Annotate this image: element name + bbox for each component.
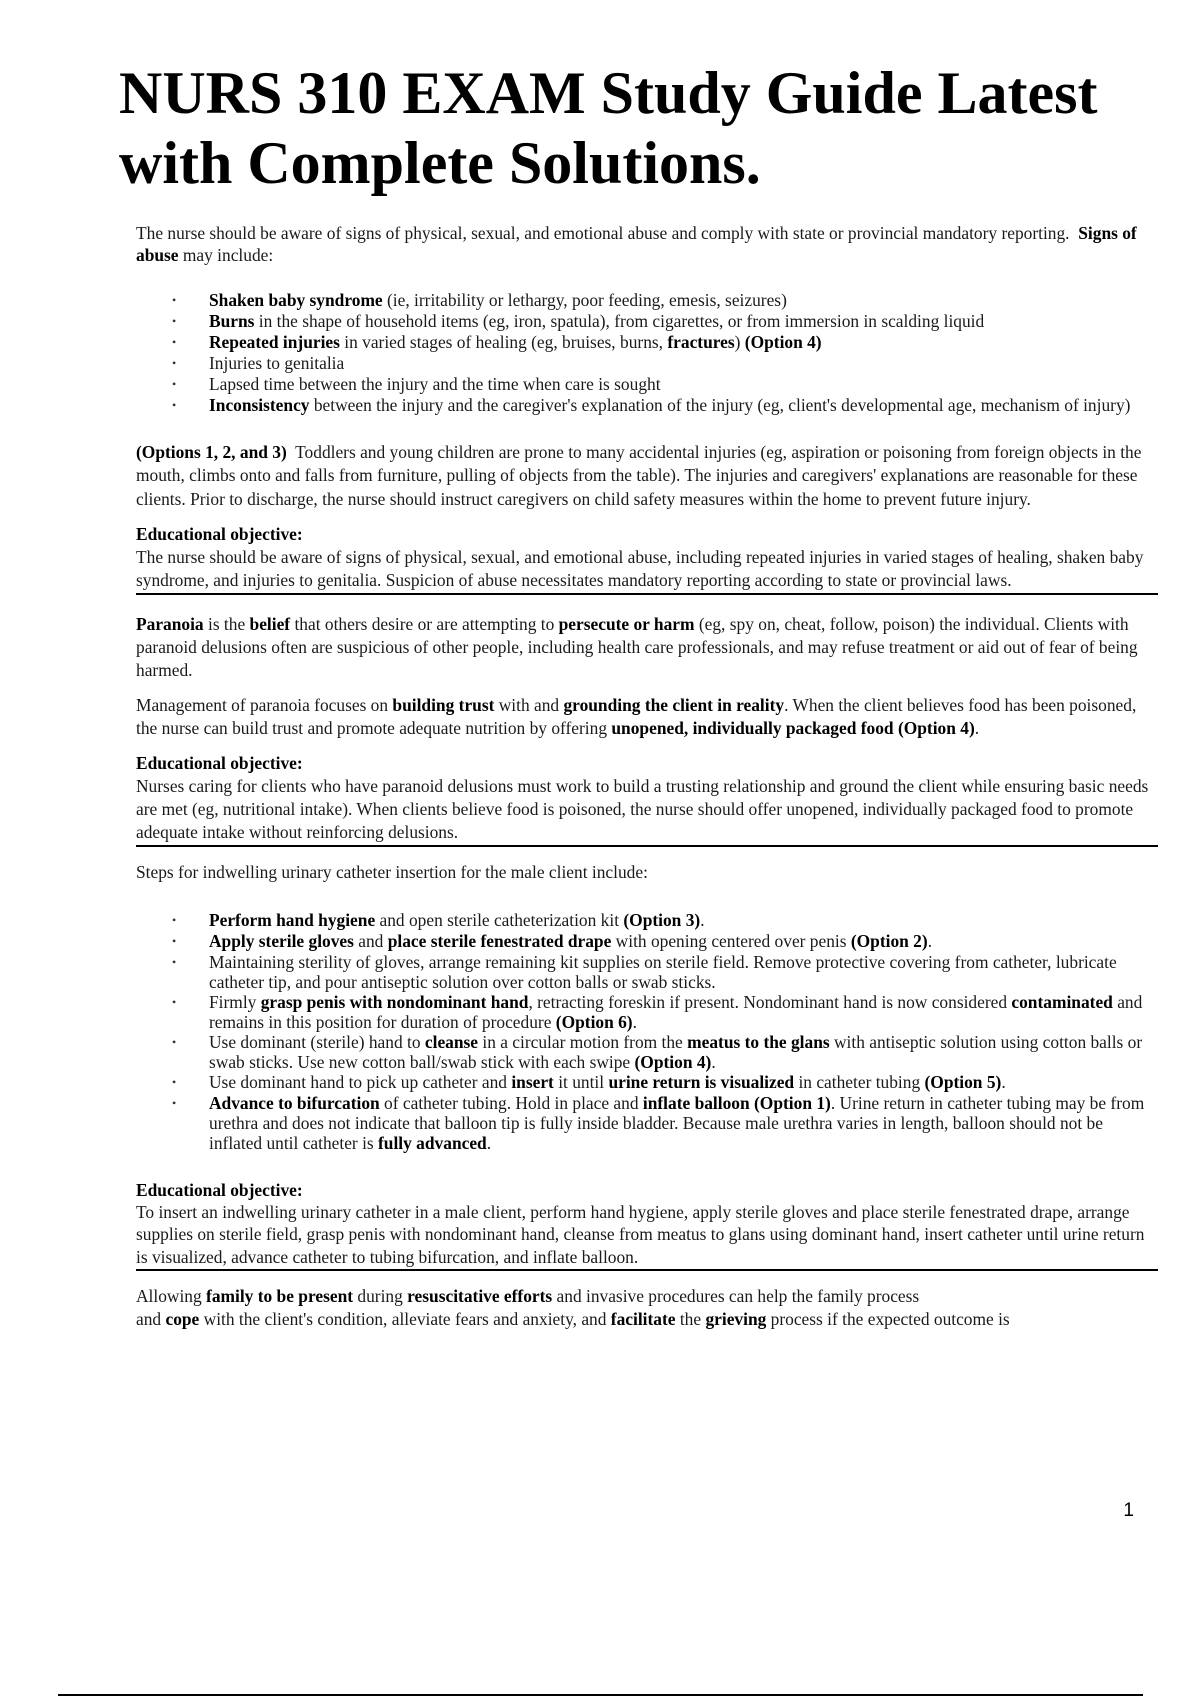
list-item (136, 1072, 1158, 1093)
paranoia-management-paragraph (136, 694, 1158, 740)
bullet-dot-icon: • (172, 1095, 177, 1110)
bullet-dot-icon: • (172, 1074, 177, 1089)
bold-text: fully advanced (378, 1132, 487, 1153)
bold-text: grounding the client in reality (563, 695, 785, 716)
text: Allowing (136, 1286, 207, 1307)
bullet-dot-icon: • (172, 335, 177, 349)
paranoia-paragraph (136, 613, 1158, 682)
text: Maintaining sterility of gloves, arrange remaining kit supplies on sterile field. Remove protective covering from catheter, lubricate catheter tip, and pour antiseptic solution over cotton balls or swab sticks. (209, 951, 1117, 992)
bold-text: urine return is visualized (608, 1071, 795, 1092)
text: and remains in this position for duration of procedure (209, 991, 1143, 1032)
options-paragraph (136, 441, 1158, 511)
text: and open sterile catheterization kit (375, 909, 624, 930)
option-label: (Option 6) (555, 1011, 633, 1032)
list-item (136, 395, 1158, 415)
text: that others desire or are attempting to (290, 614, 559, 635)
section-divider (136, 1269, 1158, 1271)
text: . (700, 909, 705, 930)
bold-text: Perform hand hygiene (209, 909, 376, 930)
option-label: (Option 5) (924, 1071, 1002, 1092)
bullet-dot-icon: • (172, 933, 177, 948)
bold-text: inflate balloon (Option 1) (642, 1092, 831, 1113)
list-item (136, 353, 1158, 374)
bullet-dot-icon: • (172, 377, 177, 391)
text: Use dominant (sterile) hand to (209, 1031, 425, 1052)
bullet-text: in varied stages of healing (eg, bruises, burns, (339, 332, 668, 352)
bullet-text: in the shape of household items (eg, iron, spatula), from cigarettes, or from immersion in scalding liquid (254, 311, 985, 331)
text: with opening centered over penis (611, 930, 851, 951)
list-item (136, 1032, 1158, 1072)
bold-text: contaminated (1011, 991, 1113, 1012)
section-divider (136, 593, 1158, 595)
abuse-intro-text: The nurse should be aware of signs of physical, sexual, and emotional abuse and comply with state or provincial mandatory reporting. (136, 223, 1070, 243)
text: with antiseptic solution using cotton balls or swab sticks. Use new cotton ball/swab stick with each swipe (209, 1031, 1143, 1072)
bullet-text: Injuries to genitalia (209, 353, 345, 373)
objective-text: Nurses caring for clients who have paranoid delusions must work to build a trusting relationship and ground the client while ensuring basic needs are met (eg, nutritional intake). When clients believe food is poisoned, the nurse should offer unopened, individually packaged food to promote adequate intake without reinforcing delusions. (136, 776, 1149, 843)
options-bold: (Options 1, 2, and 3) (136, 442, 287, 462)
family-presence-paragraph (136, 1285, 1158, 1331)
bullet-option: (Option 4) (744, 332, 822, 352)
catheter-steps-list (136, 910, 1158, 1153)
abuse-signs-list (136, 290, 1158, 415)
text: , retracting foreskin if present. Nondominant hand is now considered (528, 991, 1012, 1012)
text: in catheter tubing (794, 1071, 925, 1092)
page-number: 1 (1123, 1500, 1134, 1521)
bullet-bold: fractures (667, 332, 735, 352)
text: and (353, 930, 388, 951)
objective-heading: Educational objective: (136, 524, 303, 545)
page-title: NURS 310 EXAM Study Guide Latest with Complete Solutions. (119, 60, 1098, 196)
bullet-dot-icon: • (172, 912, 177, 927)
bold-text: persecute or harm (558, 614, 695, 635)
text: with and (494, 695, 564, 716)
list-item (136, 1093, 1158, 1153)
paranoia-objective (136, 752, 1158, 844)
bold-text: resuscitative efforts (407, 1286, 553, 1307)
bullet-text: Lapsed time between the injury and the time when care is sought (209, 374, 661, 394)
bullet-dot-icon: • (172, 994, 177, 1009)
text: the (675, 1309, 706, 1330)
text: with the client's condition, alleviate fears and anxiety, and (199, 1309, 611, 1330)
bullet-bold: Shaken baby syndrome (209, 290, 383, 310)
option-label: (Option 4) (634, 1051, 712, 1072)
bullet-text: between the injury and the caregiver's explanation of the injury (eg, client's developmental age, mechanism of injury) (309, 395, 1131, 415)
text: . (927, 930, 933, 951)
footer-divider (58, 1694, 1143, 1696)
bullet-dot-icon: • (172, 398, 177, 412)
list-item (136, 910, 1158, 931)
document-body (136, 222, 1158, 1331)
bullet-text: (ie, irritability or lethargy, poor feeding, emesis, seizures) (382, 290, 787, 310)
bold-text: meatus to the glans (687, 1031, 830, 1052)
list-item (136, 992, 1158, 1032)
text: during (353, 1286, 408, 1307)
option-label: (Option 3) (623, 909, 701, 930)
bold-text: Apply sterile gloves (209, 930, 354, 951)
text: of catheter tubing. Hold in place and (379, 1092, 643, 1113)
text: is the (203, 614, 250, 635)
abuse-intro-bold: Signs of abuse (136, 223, 1137, 265)
list-item (136, 311, 1158, 332)
bullet-text: ) (734, 332, 745, 352)
bold-text: grasp penis with nondominant hand (260, 991, 529, 1012)
catheter-objective (136, 1179, 1158, 1269)
bullet-dot-icon: • (172, 356, 177, 370)
bullet-dot-icon: • (172, 1034, 177, 1049)
options-text: Toddlers and young children are prone to many accidental injuries (eg, aspiration or poisoning from foreign objects in the mouth, climbs onto and falls from furniture, pulling of objects from the table). The injuries and caregivers' explanations are reasonable for these clients. Prior to discharge, the nurse should instruct caregivers on child safety measures within the home to prevent future injury. (136, 442, 1142, 509)
text: and (136, 1309, 166, 1330)
list-item (136, 931, 1158, 952)
option-label: (Option 2) (850, 930, 928, 951)
text: . (711, 1051, 716, 1072)
objective-text: The nurse should be aware of signs of physical, sexual, and emotional abuse, including repeated injuries in varied stages of healing, shaken baby syndrome, and injuries to genitalia. Suspicion of abuse necessitates mandatory reporting according to state or provincial laws. (136, 547, 1144, 591)
bold-text: grieving (705, 1309, 767, 1330)
bold-text: family to be present (206, 1286, 354, 1307)
text: Firmly (209, 991, 261, 1012)
bullet-bold: Burns (209, 311, 255, 331)
bold-text: place sterile fenestrated drape (387, 930, 612, 951)
text: . (974, 718, 980, 739)
text: Management of paranoia focuses on (136, 695, 393, 716)
text: . (632, 1011, 637, 1032)
text: and invasive procedures can help the family process (552, 1286, 920, 1307)
bold-text: building trust (392, 695, 495, 716)
text: in a circular motion from the (478, 1031, 688, 1052)
catheter-intro: Steps for indwelling urinary catheter insertion for the male client include: (136, 862, 648, 883)
text: . (1001, 1071, 1006, 1092)
bullet-dot-icon: • (172, 293, 177, 307)
bold-text: unopened, individually packaged food (Option 4) (611, 718, 975, 739)
bold-text: belief (249, 614, 291, 635)
objective-heading: Educational objective: (136, 1179, 303, 1200)
bold-text: Advance to bifurcation (209, 1092, 380, 1113)
text: . (486, 1132, 492, 1153)
abuse-intro-end: may include: (182, 245, 274, 265)
text: Use dominant hand to pick up catheter and (209, 1071, 512, 1092)
bold-text: cope (165, 1309, 200, 1330)
list-item (136, 290, 1158, 311)
objective-heading: Educational objective: (136, 753, 303, 774)
list-item (136, 374, 1158, 395)
text: process if the expected outcome is (766, 1309, 1010, 1330)
bullet-bold: Inconsistency (209, 395, 310, 415)
text: . When the client believes food has been poisoned, the nurse can build trust and promote adequate nutrition by offering (136, 695, 1137, 739)
bullet-bold: Repeated injuries (209, 332, 340, 352)
bold-text: facilitate (610, 1309, 676, 1330)
abuse-intro-paragraph (136, 222, 1158, 266)
section-divider (136, 845, 1158, 847)
bullet-dot-icon: • (172, 954, 177, 969)
list-item (136, 332, 1158, 353)
bold-text: Paranoia (136, 614, 204, 635)
bold-text: cleanse (424, 1031, 479, 1052)
text: . Urine return in catheter tubing may be from urethra and does not indicate that balloon tip is fully inside bladder. Because male urethra varies in length, balloon should not be inflated until catheter is (209, 1092, 1145, 1153)
text: (eg, spy on, cheat, follow, poison) the individual. Clients with paranoid delusions often are suspicious of other people, including health care professionals, and may refuse treatment or aid out of fear of being harmed. (136, 614, 1138, 681)
list-item (136, 952, 1158, 992)
abuse-objective (136, 523, 1158, 592)
objective-text: To insert an indwelling urinary catheter in a male client, perform hand hygiene, apply sterile gloves and place sterile fenestrated drape, arrange supplies on sterile field, grasp penis with nondominant hand, cleanse from meatus to glans using dominant hand, insert catheter until urine return is visualized, advance catheter to tubing bifurcation, and inflate balloon. (136, 1202, 1145, 1267)
text: it until (553, 1071, 609, 1092)
bullet-dot-icon: • (172, 314, 177, 328)
bold-text: insert (511, 1071, 554, 1092)
